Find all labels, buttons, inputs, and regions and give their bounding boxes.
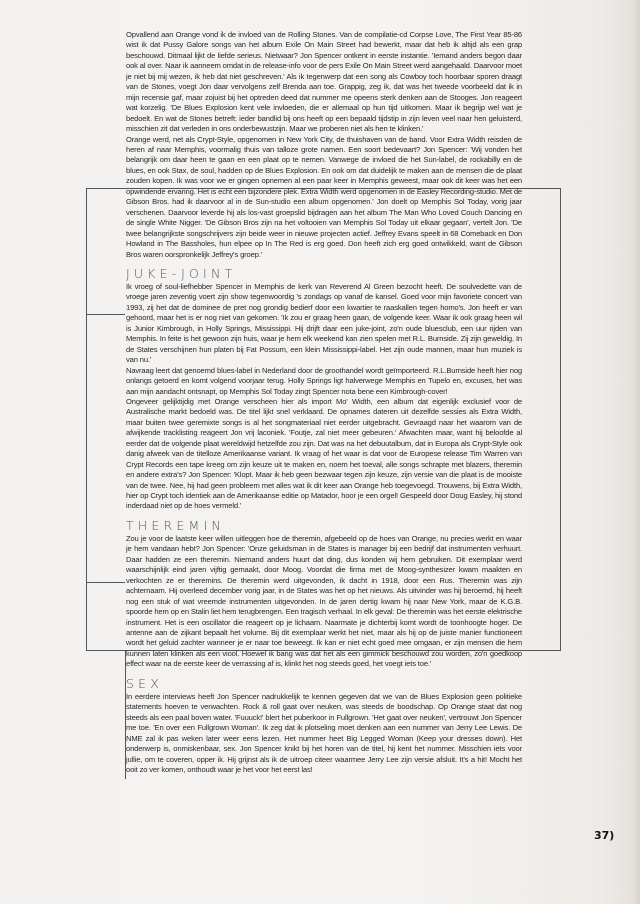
section-heading-juke-joint: JUKE-JOINT (126, 265, 237, 281)
page-edge (632, 0, 640, 904)
paragraph: Orange werd, net als Crypt-Style, opgenomen in New York City, de thuishaven van de band. Voor Extra Width reisden de heren af naar Memphis, voormalig thuis van talloze grote namen. Een soort bedevaart? Jon Spencer: 'Wij vonden het belangrijk om daar heen te gaan en een plaat op te nemen. Vanwege de invloed die het Sun-label, de rockabilly en de blues, en ook Stax, de soul, hadden op de Blues Explosion. En ook om dat duidelijk te maken aan de mensen die de plaat zouden kopen. Ik was voor we er gingen opnemen al een paar keer in Memphis geweest, maar ook dit keer was het een opwindende ervaring. Het is echt een bijzondere plek. Extra Width werd opgenomen in de Easley Recording-studio. Met de Gibson Bros. had ik daarvoor al in de Sun-studio een album opgenomen.' Jon doelt op Memphis Sol Today, vorig jaar verschenen. Daarvoor leverde hij als los-vast groepslid bijdragen aan het album The Man Who Loved Couch Dancing en de single White Nigger. 'De Gibson Bros zijn na het voltooien van Memphis Sol Today uit elkaar gegaan', vertelt Jon. 'De twee belangrijkste songschrijvers zijn beide weer in nieuwe projecten actief. Jeffrey Evans speelt in 68 Comeback en Don Howland in The Bassholes, hun elpee op In The Red is erg goed. Don heeft zich erg goed ontwikkeld, want de Gibson Bros waren oorspronkelijk Jeffrey's groep.' (126, 134, 522, 259)
paragraph: Opvallend aan Orange vond ik de invloed van de Rolling Stones. Van de compilatie-cd Corpse Love, The First Year 85-86 wist ik dat Pussy Galore songs van het album Exile On Main Street had bewerkt, maar dat heb ik altijd als een grap beschouwd. Ditmaal lijkt de liefde serieus. Nietwaar? Jon Spencer ontkent in eerste instantie. 'Iemand anders begon daar ook al over. Naar ik aanneem omdat in de release-info voor de pers Exile On Main Street werd aangehaald. Daarvoor moet je niet bij mij wezen, ik heb dat niet geschreven.' Als ik tegenwerp dat een song als Cowboy toch hoorbaar sporen draagt van de Stones, voegt Jon daar vervolgens zelf Brenda aan toe. Grappig, zeg ik, dat was het tweede voorbeeld dat ik in mijn recensie gaf, maar zojuist bij het optreden deed dat nummer me opeens sterk denken aan de Stooges. Jon reageert wat korzelig. 'De Blues Explosion kent vele invloeden, die er allemaal op hun tijd uitkomen. Maar ik begrijp wel wat je bedoelt. En wat de Stones betreft: ieder bandlid bij ons heeft op een bepaald tijdstip in zijn leven veel naar hen geluisterd, misschien zit dat verleden in ons onderbewustzijn. Maar we proberen niet als hen te klinken.' (126, 30, 522, 134)
paragraph: Navraag leert dat genoemd blues-label in Nederland door de groothandel wordt geïmporteerd. R.L.Burnside heeft hier nog onlangs getoerd en komt volgend voorjaar terug. Holly Springs ligt halverwege Memphis en Tupelo en, excuses, het was aan mijn aandacht ontsnapt, op Memphis Sol Today zingt Spencer nota bene een Kimbrough-cover! (126, 365, 522, 396)
article-column (126, 30, 522, 775)
section-heading-theremin: THEREMIN (126, 517, 225, 533)
section-heading-sex: SEX (126, 675, 163, 691)
heading-rule-theremin (87, 582, 125, 583)
paragraph: Ongeveer gelijktijdig met Orange verscheen hier als import Mo' Width, een album dat eigenlijk exclusief voor de Australische markt bedoeld was. De titel lijkt snel verklaard. De opnames dateren uit dezelfde sessies als Extra Width, maar buiten twee geremixte songs is al het songmateriaal niet eerder uitgebracht. Gevraagd naar het waarom van de afwijkende tracklisting reageert Jon vrij laconiek. 'Foutje, zal niet meer gebeuren.' Afwachten maar, want hij beloofde al eerder dat de volgende plaat wereldwijd hetzelfde zou zijn. Dat was na het debuutalbum, dat in Europa als Crypt-Style ook danig afweek van de titelloze Amerikaanse variant. Ik vraag of het waar is dat voor de Europese release Tim Warren van Crypt Records een tape kreeg om zijn keuze uit te maken en, noem het toeval, alle songs schrapte met blazers, theremin en andere extra's? Jon Spencer: 'Klopt. Maar ik heb geen bezwaar tegen zijn keuze, zijn versie van die plaat is de mooiste van de twee. Nee, hij had geen probleem met alles wat ik dit keer aan Orange heb toegevoegd. Trouwens, bij Extra Width, hier op Crypt toch identiek aan de Amerikaanse editie op Matador, hoor je een orgel! Gespeeld door Doug Easley, hij stond inderdaad niet op de hoes vermeld.' (126, 396, 522, 511)
paragraph: In eerdere interviews heeft Jon Spencer nadrukkelijk te kennen gegeven dat we van de Blues Explosion geen politieke statements hoeven te verwachten. Rock & roll gaat over neuken, was steeds de boodschap. Op Orange staat dat nog steeds als een paal boven water. 'Fuuuck!' blert het puberkoor in Fullgrown. 'Het gaat over neuken', vertrouwt Jon Spencer me toe. 'En over een Fullgrown Woman'. Ik zeg dat ik plotseling moet denken aan een nummer van Jerry Lee Lewis. De NME zal ik pas weken later weer eens lezen. Het nummer heet Big Legged Woman (Keep your dresses down). Het onderwerp is, onmiskenbaar, sex. Jon Spencer knikt bij het horen van de titel, hij kent het nummer. Misschien iets voor jullie, om te coveren, opper ik. Hij grijnst als ik de uitroep citeer waarmee Jerry Lee zijn versie afsluit. It's a hit! Mocht het ooit zo ver komen, onthoudt waar je het voor het eerst las! (126, 691, 522, 774)
paragraph: Zou je voor de laatste keer willen uitleggen hoe de theremin, afgebeeld op de hoes van Orange, nu precies werkt en waar je hem vandaan hebt? Jon Spencer: 'Onze geluidsman in de States is manager bij een bedrijf dat instrumenten verhuurt. Daar hadden ze een theremin. Niemand anders huurt dat ding, dus konden wij hem gebruiken. Dit exemplaar werd waarschijnlijk eind jaren vijftig gemaakt, door Moog. Voordat die firma met de Moog-synthesizer kwam maakten en verkochten ze er theremins. De theremin werd uitgevonden, ik dacht in 1918, door een Rus. Theremin was zijn achternaam. Hij overleed december vorig jaar, in de States was het op het nieuws. Als uitvinder was hij beroemd, hij heeft nog een stuk of wat vreemde instrumenten uitgevonden. In de jaren dertig kwam hij naar New York, maar de K.G.B. spoorde hem op en Stalin liet hem terugbrengen. Een tragisch verhaal. In elk geval: De theremin was het eerste elektrische instrument. Het is een oscillator die reageert op je lichaam. Naarmate je dichterbij komt wordt de toonhoogte hoger. De antenne aan de zijkant bepaalt het volume. Bij dit exemplaar werkt het niet, maar als hij op de juiste manier functioneert wordt het geluid zachter wanneer je er naar toe beweegt. Ik kan er niet echt goed mee omgaan, er zijn mensen die hem kunnen laten klinken als een viool. Hoewel ik bang was dat het als een gimmick beschouwd zou worden, zo'n goedkoop effect waar na de eerste keer de verrassing af is, klinkt het nog steeds goed, het voegt iets toe.' (126, 533, 522, 669)
paragraph: Ik vroeg of soul-liefhebber Spencer in Memphis de kerk van Reverend Al Green bezocht heeft. De soulvedette van de vroege jaren zeventig voert zijn show tegenwoordig 's zondags op vanaf de kansel. Goed voor mijn favoriete concert van 1993, zij het dat de dominee de pret nog grondig bedierf door een kwartier te raaskallen tegen homo's. Jon heeft er van gehoord, maar het is er nog niet van gekomen. 'Ik zou er graag heen gaan, de volgende keer. Waar ik ook graag heen wil is Junior Kimbrough, in Holly Springs, Mississippi. Hij drijft daar een juke-joint, zo'n oude bluesclub, een uur rijden van Memphis. In feite is het gewoon zijn huis, waar je hem elk weekend kan zien spelen met R.L. Burnside. Zij zijn geweldig. In de States verschijnen hun platen bij Fat Possum, een klein Mississippi-label. Het zijn oude mannen, maar hun muziek is van nu.' (126, 281, 522, 365)
page-number: 37) (594, 829, 615, 842)
heading-rule-juke-joint (87, 314, 125, 315)
